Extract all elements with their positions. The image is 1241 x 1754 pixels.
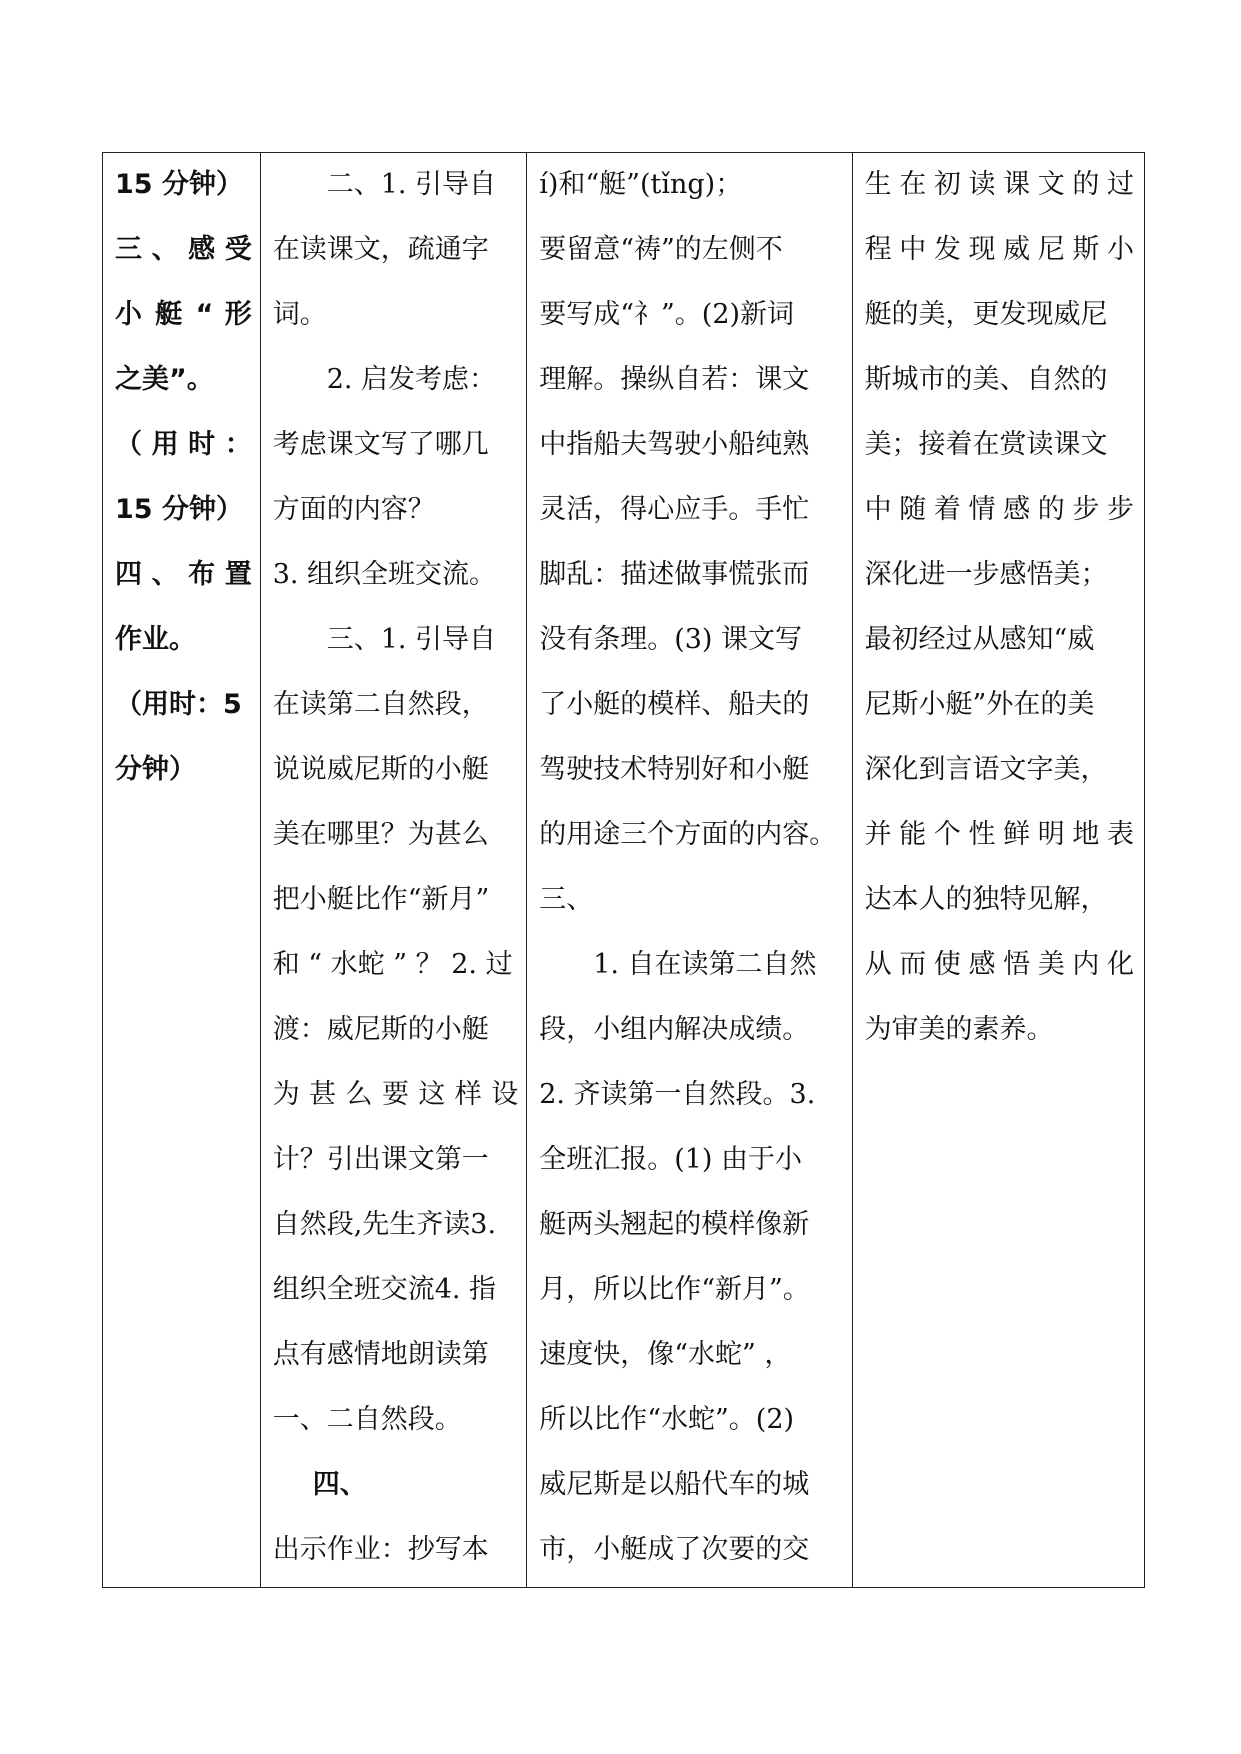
student-line: 三、 bbox=[539, 884, 594, 915]
teacher-line: 出示作业：抄写本 bbox=[272, 1534, 489, 1565]
teacher-line: 美在哪里？为甚么 bbox=[272, 819, 489, 850]
teacher-line: 词。 bbox=[272, 299, 327, 330]
intent-line: 达本人的独特见解， bbox=[864, 884, 1108, 915]
teacher-line: 和 “ 水蛇 ” ？ 2. 过 bbox=[272, 949, 513, 980]
teacher-line: 在读第二自然段， bbox=[272, 689, 489, 720]
student-line: 脚乱：描述做事慌张而 bbox=[539, 559, 810, 590]
design-intent-column bbox=[853, 153, 1144, 1587]
student-line: 理解。操纵自若：课文 bbox=[539, 364, 810, 395]
intent-line: 深化进一步感悟美； bbox=[864, 559, 1108, 590]
student-line: 全班汇报。(1) 由于小 bbox=[539, 1144, 803, 1175]
student-line: 灵活，得心应手。手忙 bbox=[539, 494, 810, 525]
student-line: 所以比作“水蛇”。(2) bbox=[539, 1404, 795, 1435]
student-line: 1. 自在读第二自然 bbox=[593, 949, 817, 980]
student-line: 威尼斯是以船代车的城 bbox=[539, 1469, 810, 1500]
teacher-line: 二、1. 引导自 bbox=[326, 169, 497, 200]
stage-line: 分钟） bbox=[115, 754, 196, 785]
teacher-line: 四、 bbox=[312, 1469, 367, 1500]
stage-line: 15 分钟） bbox=[115, 169, 243, 200]
teacher-line: 点有感情地朗读第 bbox=[272, 1339, 489, 1370]
stage-line: 15 分钟） bbox=[115, 494, 243, 525]
student-line: 没有条理。(3) 课文写 bbox=[539, 624, 803, 655]
teacher-activity-column bbox=[261, 153, 527, 1587]
intent-line: 艇的美，更发现威尼 bbox=[864, 299, 1108, 330]
student-line: í)和“艇”(tǐng)； bbox=[539, 169, 743, 200]
teacher-line: 方面的内容？ bbox=[272, 494, 435, 525]
stage-line: （ 用 时 ： bbox=[115, 429, 252, 460]
student-line: 的用途三个方面的内容。 bbox=[539, 819, 837, 850]
teacher-line: 考虑课文写了哪几 bbox=[272, 429, 489, 460]
teacher-line: 把小艇比作“新月” bbox=[272, 884, 490, 915]
student-line: 段，小组内解决成绩。 bbox=[539, 1014, 810, 1045]
student-line: 了小艇的模样、船夫的 bbox=[539, 689, 810, 720]
intent-line: 从而使感悟美内化 bbox=[864, 949, 1134, 980]
teacher-line: 在读课文，疏通字 bbox=[272, 234, 489, 265]
teacher-line: 2. 启发考虑： bbox=[326, 364, 497, 395]
student-line: 速度快，像“水蛇” ， bbox=[539, 1339, 792, 1370]
student-line: 中指船夫驾驶小船纯熟 bbox=[539, 429, 810, 460]
student-line: 要留意“祷”的左侧不 bbox=[539, 234, 783, 265]
stage-line: 小 艇 “ 形 bbox=[115, 299, 252, 330]
stage-line: 之美”。 bbox=[115, 364, 214, 395]
student-activity-column bbox=[527, 153, 852, 1587]
intent-line: 最初经过从感知“威 bbox=[864, 624, 1095, 655]
teacher-line: 3. 组织全班交流。 bbox=[272, 559, 497, 590]
student-line: 艇两头翘起的模样像新 bbox=[539, 1209, 810, 1240]
student-line: 市，小艇成了次要的交 bbox=[539, 1534, 810, 1565]
intent-line: 生在初读课文的过 bbox=[864, 169, 1134, 200]
student-line: 月，所以比作“新月”。 bbox=[539, 1274, 810, 1305]
teacher-line: 渡：威尼斯的小艇 bbox=[272, 1014, 489, 1045]
intent-line: 尼斯小艇”外在的美 bbox=[864, 689, 1095, 720]
intent-line: 斯城市的美、自然的 bbox=[864, 364, 1108, 395]
stage-line: 三 、 感 受 bbox=[115, 234, 252, 265]
lesson-plan-table bbox=[102, 152, 1145, 1588]
intent-line: 为审美的素养。 bbox=[864, 1014, 1054, 1045]
student-line: 2. 齐读第一自然段。3. bbox=[539, 1079, 816, 1110]
teacher-line: 为 甚 么 要 这 样 设 bbox=[272, 1079, 519, 1110]
intent-line: 中随着情感的步步 bbox=[864, 494, 1134, 525]
teacher-line: 一、二自然段。 bbox=[272, 1404, 462, 1435]
intent-line: 美；接着在赏读课文 bbox=[864, 429, 1108, 460]
teacher-line: 计？引出课文第一 bbox=[272, 1144, 489, 1175]
intent-line: 程中发现威尼斯小 bbox=[864, 234, 1134, 265]
teacher-line: 说说威尼斯的小艇 bbox=[272, 754, 489, 785]
teacher-line: 自然段,先生齐读3. bbox=[272, 1209, 497, 1240]
student-line: 驾驶技术特别好和小艇 bbox=[539, 754, 810, 785]
stage-line: 四 、 布 置 bbox=[115, 559, 252, 590]
teacher-line: 三、1. 引导自 bbox=[326, 624, 497, 655]
stage-line: （用时：5 bbox=[115, 689, 242, 720]
intent-line: 并能个性鲜明地表 bbox=[864, 819, 1134, 850]
intent-line: 深化到言语文字美， bbox=[864, 754, 1108, 785]
stage-time-column bbox=[103, 153, 261, 1587]
teacher-line: 组织全班交流4. 指 bbox=[272, 1274, 497, 1305]
student-line: 要写成“礻”。(2)新词 bbox=[539, 299, 795, 330]
stage-line: 作业。 bbox=[115, 624, 196, 655]
